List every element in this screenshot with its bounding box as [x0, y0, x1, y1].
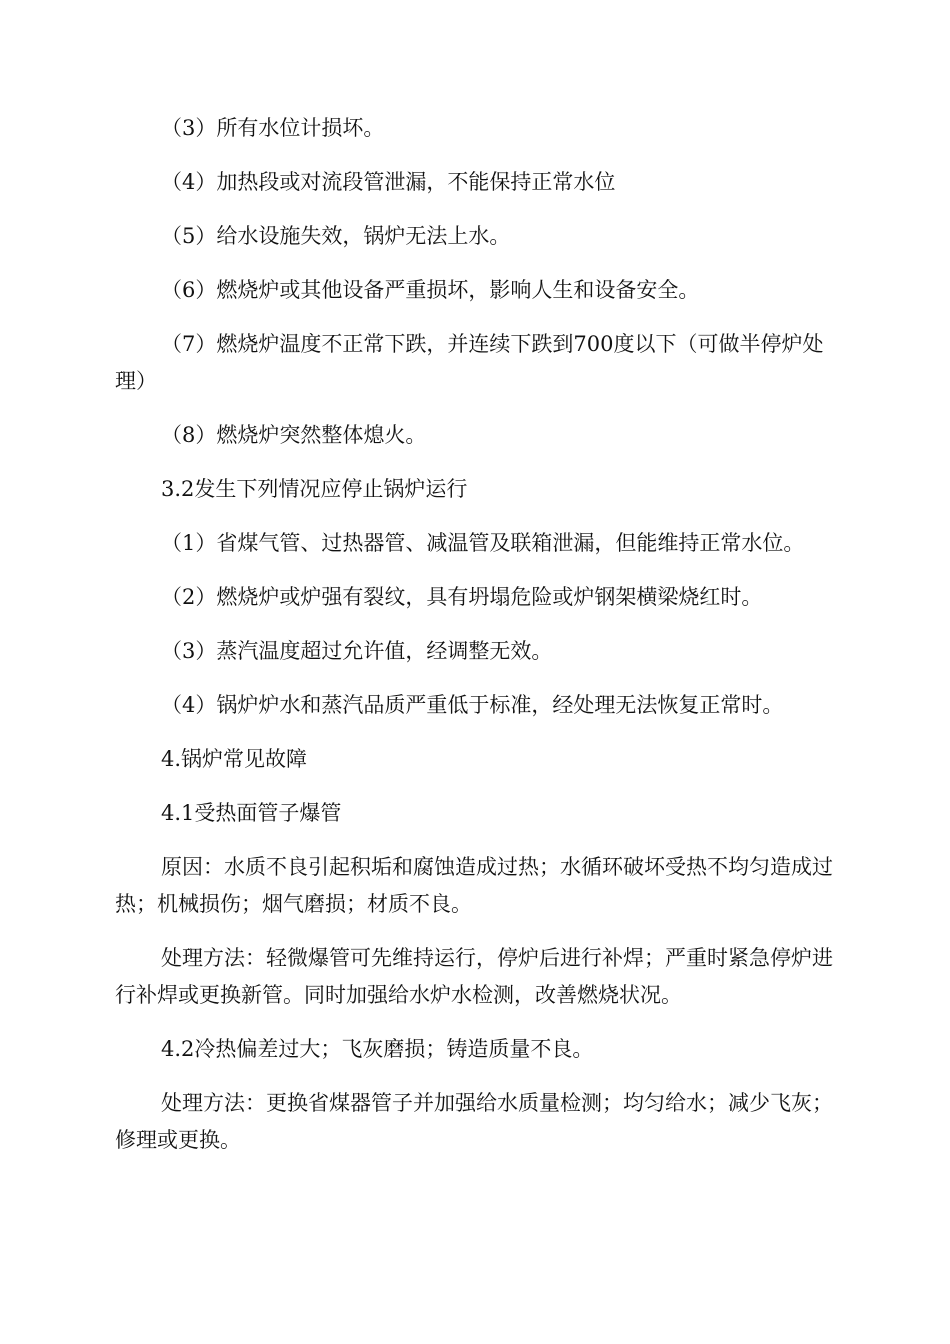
paragraph-economizer-leak: （1）省煤气管、过热器管、减温管及联箱泄漏，但能维持正常水位。	[161, 531, 805, 555]
section-heading-4-1: 4.1受热面管子爆管	[161, 801, 342, 825]
paragraph-flameout: （8）燃烧炉突然整体熄火。	[161, 423, 427, 447]
paragraph-treatment-4-1: 处理方法：轻微爆管可先维持运行，停炉后进行补焊；严重时紧急停炉进行补焊或更换新管。同时加强给水炉水检测，改善燃烧状况。	[115, 946, 833, 1007]
paragraph-temperature-drop: （7）燃烧炉温度不正常下跌，并连续下跌到700度以下（可做半停炉处理）	[115, 332, 824, 393]
paragraph-water-gauge-damage: （3）所有水位计损坏。	[161, 116, 385, 140]
paragraph-causes: 原因：水质不良引起积垢和腐蚀造成过热；水循环破坏受热不均匀造成过热；机械损伤；烟气磨损；材质不良。	[115, 855, 833, 916]
paragraph-steam-temperature: （3）蒸汽温度超过允许值，经调整无效。	[161, 639, 553, 663]
paragraph-water-quality: （4）锅炉炉水和蒸汽品质严重低于标准，经处理无法恢复正常时。	[161, 693, 784, 717]
paragraph-pipe-leak: （4）加热段或对流段管泄漏，不能保持正常水位	[161, 170, 616, 194]
section-heading-4-2: 4.2冷热偏差过大；飞灰磨损；铸造质量不良。	[161, 1037, 594, 1061]
section-heading-3-2: 3.2发生下列情况应停止锅炉运行	[161, 477, 468, 501]
paragraph-treatment-4-2: 处理方法：更换省煤器管子并加强给水质量检测；均匀给水；减少飞灰；修理或更换。	[115, 1091, 833, 1152]
paragraph-equipment-damage: （6）燃烧炉或其他设备严重损坏，影响人生和设备安全。	[161, 278, 700, 302]
document-page	[115, 110, 840, 1159]
paragraph-feedwater-failure: （5）给水设施失效，锅炉无法上水。	[161, 224, 511, 248]
paragraph-furnace-crack: （2）燃烧炉或炉强有裂纹，具有坍塌危险或炉钢架横梁烧红时。	[161, 585, 763, 609]
section-heading-4: 4.锅炉常见故障	[161, 747, 308, 771]
